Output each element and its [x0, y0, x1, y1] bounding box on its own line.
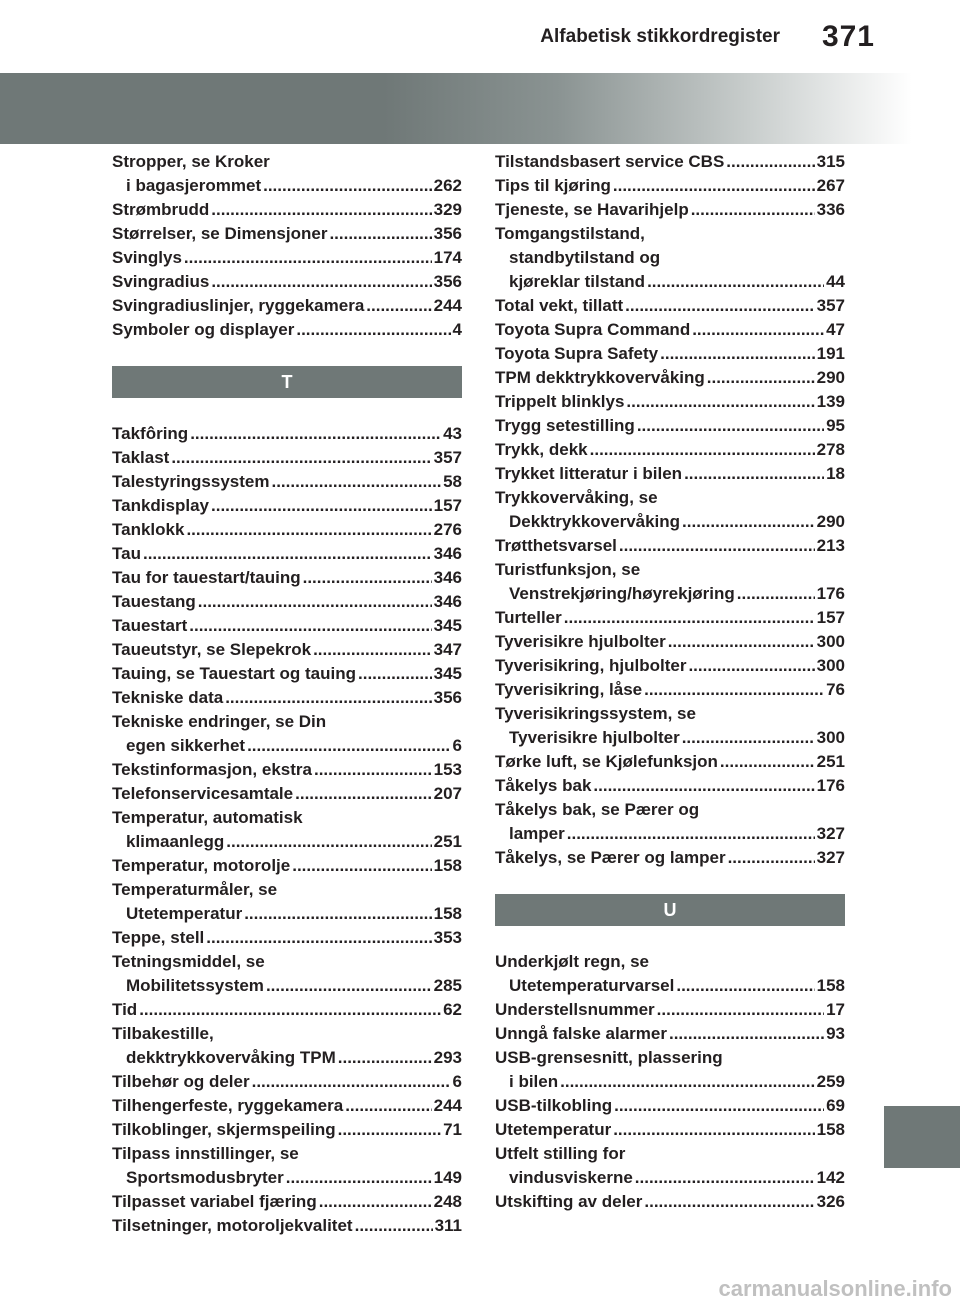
entry-term: Sportsmodusbryter	[126, 1168, 284, 1187]
index-entry	[112, 806, 462, 854]
dot-leader	[647, 270, 824, 294]
entry-page: 346	[433, 544, 462, 563]
dot-leader	[186, 518, 431, 542]
index-entry	[112, 710, 462, 758]
index-entry	[112, 566, 462, 590]
dot-leader	[358, 662, 432, 686]
entry-term: Temperatur, automatisk	[112, 808, 303, 827]
entry-term: vindusviskerne	[509, 1168, 633, 1187]
index-entry	[495, 798, 845, 846]
entry-page: 353	[433, 928, 462, 947]
entry-term: Tau	[112, 544, 141, 563]
entry-page: 290	[816, 512, 845, 531]
index-entry	[112, 1214, 462, 1238]
entry-page: 191	[816, 344, 845, 363]
index-entry	[495, 1118, 845, 1142]
entry-page: 357	[433, 448, 462, 467]
dot-leader	[613, 1118, 814, 1142]
entry-page: 157	[433, 496, 462, 515]
entry-page: 6	[452, 736, 462, 755]
index-entry	[112, 926, 462, 950]
entry-term: Størrelser, se Dimensjoner	[112, 224, 328, 243]
entry-term: Trykket litteratur i bilen	[495, 464, 683, 483]
index-entry	[495, 654, 845, 678]
entry-term: Tilkoblinger, skjermspeiling	[112, 1120, 336, 1139]
entry-page: 336	[816, 200, 845, 219]
index-entry	[112, 422, 462, 446]
dot-leader	[682, 510, 815, 534]
header-banner	[0, 73, 960, 144]
dot-leader	[564, 606, 815, 630]
entry-page: 213	[816, 536, 845, 555]
entry-term: Tjeneste, se Havarihjelp	[495, 200, 689, 219]
index-entry	[112, 470, 462, 494]
entry-page: 47	[826, 320, 845, 339]
entry-term: Venstrekjøring/høyrekjøring	[509, 584, 735, 603]
entry-term: Stropper, se Kroker	[112, 152, 270, 171]
entry-term: Tips til kjøring	[495, 176, 611, 195]
index-entry	[495, 366, 845, 390]
entry-page: 176	[816, 776, 845, 795]
entry-page: 327	[816, 848, 845, 867]
entry-page: 149	[433, 1168, 462, 1187]
entry-page: 18	[826, 464, 845, 483]
dot-leader	[625, 294, 814, 318]
entry-term: Tauestang	[112, 592, 196, 611]
entry-page: 174	[433, 248, 462, 267]
entry-term: Tekniske data	[112, 688, 224, 707]
chapter-tab	[884, 1106, 960, 1168]
dot-leader	[366, 294, 431, 318]
entry-term: Teppe, stell	[112, 928, 205, 947]
entry-term: Trippelt blinklys	[495, 392, 625, 411]
dot-leader	[726, 150, 814, 174]
entry-term: i bilen	[509, 1072, 559, 1091]
entry-term: Tilhengerfeste, ryggekamera	[112, 1096, 344, 1115]
dot-leader	[737, 582, 815, 606]
dot-leader	[225, 686, 431, 710]
entry-page: 259	[816, 1072, 845, 1091]
entry-page: 285	[433, 976, 462, 995]
index-entry	[495, 174, 845, 198]
entry-term: Toyota Supra Command	[495, 320, 691, 339]
entry-term: Tilstandsbasert service CBS	[495, 152, 725, 171]
entry-page: 311	[434, 1216, 462, 1235]
entry-page: 6	[452, 1072, 462, 1091]
entry-term: Underkjølt regn, se	[495, 952, 649, 971]
entry-term: Tankdisplay	[112, 496, 209, 515]
dot-leader	[345, 1094, 431, 1118]
entry-page: 326	[816, 1192, 845, 1211]
index-entry	[495, 1142, 845, 1190]
section-header-t: T	[112, 366, 462, 398]
entry-term: Temperaturmåler, se	[112, 880, 278, 899]
index-entry	[495, 414, 845, 438]
entry-term: Strømbrudd	[112, 200, 210, 219]
entry-page: 278	[816, 440, 845, 459]
index-entry	[495, 1190, 845, 1214]
index-entry	[495, 318, 845, 342]
entry-term: Utetemperatur	[495, 1120, 612, 1139]
entry-page: 43	[443, 424, 462, 443]
dot-leader	[619, 534, 815, 558]
dot-leader	[567, 822, 815, 846]
page-number: 371	[821, 20, 875, 53]
index-entry	[495, 1046, 845, 1094]
dot-leader	[139, 998, 441, 1022]
entry-term: dekktrykkovervåking TPM	[126, 1048, 336, 1067]
entry-page: 176	[816, 584, 845, 603]
dot-leader	[226, 830, 431, 854]
index-entry	[112, 854, 462, 878]
entry-term: Turistfunksjon, se	[495, 560, 641, 579]
entry-term: Utetemperaturvarsel	[509, 976, 675, 995]
entry-term: Takfôring	[112, 424, 189, 443]
entry-page: 142	[816, 1168, 845, 1187]
entry-page: 158	[433, 904, 462, 923]
dot-leader	[211, 198, 431, 222]
entry-page: 207	[433, 784, 462, 803]
index-entry	[112, 246, 462, 270]
entry-page: 345	[433, 616, 462, 635]
index-entry	[495, 1022, 845, 1046]
entry-term: Tau for tauestart/tauing	[112, 568, 301, 587]
entry-term: lamper	[509, 824, 565, 843]
entry-term: Turteller	[495, 608, 562, 627]
dot-leader	[206, 926, 431, 950]
entry-page: 244	[433, 296, 462, 315]
dot-leader	[184, 246, 432, 270]
entry-term: Trøtthetsvarsel	[495, 536, 617, 555]
entry-page: 315	[816, 152, 845, 171]
index-entry	[112, 518, 462, 542]
dot-leader	[720, 750, 815, 774]
dot-leader	[707, 366, 815, 390]
entry-term: Taklast	[112, 448, 170, 467]
entry-page: 139	[816, 392, 845, 411]
dot-leader	[338, 1118, 441, 1142]
entry-term: Tetningsmiddel, se	[112, 952, 265, 971]
watermark: carmanualsonline.info	[718, 1276, 952, 1301]
index-entry	[112, 686, 462, 710]
dot-leader	[644, 1190, 814, 1214]
entry-term: Tåkelys bak	[495, 776, 592, 795]
entry-page: 153	[433, 760, 462, 779]
entry-page: 251	[816, 752, 845, 771]
entry-term: Tid	[112, 1000, 138, 1019]
dot-leader	[660, 342, 815, 366]
entry-page: 267	[816, 176, 845, 195]
index-entry	[495, 678, 845, 702]
entry-term: Toyota Supra Safety	[495, 344, 659, 363]
entry-term: Understellsnummer	[495, 1000, 655, 1019]
entry-term: Tåkelys, se Pærer og lamper	[495, 848, 726, 867]
entry-page: 17	[826, 1000, 845, 1019]
dot-leader	[211, 270, 431, 294]
entry-page: 346	[433, 568, 462, 587]
entry-term: klimaanlegg	[126, 832, 225, 851]
entry-term: Tyverisikring, hjulbolter	[495, 656, 687, 675]
dot-leader	[319, 1190, 432, 1214]
index-entry	[495, 198, 845, 222]
index-entry	[112, 270, 462, 294]
dot-leader	[263, 174, 432, 198]
dot-leader	[189, 614, 431, 638]
index-entry	[495, 342, 845, 366]
index-entry	[495, 486, 845, 534]
index-entry	[112, 614, 462, 638]
dot-leader	[669, 1022, 824, 1046]
dot-leader	[329, 222, 431, 246]
index-entry	[112, 1094, 462, 1118]
index-entry	[495, 1094, 845, 1118]
entry-term: Tauestart	[112, 616, 188, 635]
entry-page: 44	[826, 272, 845, 291]
dot-leader	[247, 734, 450, 758]
entry-term: Tilbakestille,	[112, 1024, 214, 1043]
index-entry	[112, 590, 462, 614]
entry-page: 356	[433, 688, 462, 707]
entry-page: 4	[452, 320, 462, 339]
entry-term: i bagasjerommet	[126, 176, 262, 195]
index-entry	[495, 606, 845, 630]
entry-term: USB-grensesnitt, plassering	[495, 1048, 723, 1067]
index-entry	[112, 150, 462, 198]
dot-leader	[271, 470, 441, 494]
entry-page: 158	[816, 1120, 845, 1139]
index-entry	[495, 390, 845, 414]
entry-term: Svingradius	[112, 272, 210, 291]
entry-term: Tørke luft, se Kjølefunksjon	[495, 752, 718, 771]
entry-term: standbytilstand og	[509, 248, 661, 267]
page-header	[0, 0, 960, 60]
entry-page: 69	[826, 1096, 845, 1115]
entry-term: egen sikkerhet	[126, 736, 246, 755]
entry-term: Talestyringssystem	[112, 472, 270, 491]
dot-leader	[303, 566, 432, 590]
entry-term: Symboler og displayer	[112, 320, 295, 339]
entry-page: 346	[433, 592, 462, 611]
entry-term: Tyverisikringssystem, se	[495, 704, 696, 723]
index-entry	[112, 294, 462, 318]
dot-leader	[668, 630, 815, 654]
entry-term: Trykkovervåking, se	[495, 488, 658, 507]
index-entry	[112, 662, 462, 686]
index-entry	[495, 702, 845, 750]
index-entry	[495, 750, 845, 774]
entry-term: Tekstinformasjon, ekstra	[112, 760, 312, 779]
entry-term: Dekktrykkovervåking	[509, 512, 681, 531]
entry-page: 95	[826, 416, 845, 435]
entry-term: Tyverisikre hjulbolter	[495, 632, 666, 651]
dot-leader	[626, 390, 814, 414]
entry-term: Utskifting av deler	[495, 1192, 643, 1211]
entry-term: Total vekt, tillatt	[495, 296, 624, 315]
entry-page: 262	[433, 176, 462, 195]
entry-term: Unngå falske alarmer	[495, 1024, 667, 1043]
entry-page: 71	[443, 1120, 462, 1139]
index-entry	[112, 950, 462, 998]
entry-page: 276	[433, 520, 462, 539]
header-title: Alfabetisk stikkordregister	[540, 26, 780, 47]
index-entry	[112, 222, 462, 246]
entry-term: Tauing, se Tauestart og tauing	[112, 664, 357, 683]
entry-term: kjøreklar tilstand	[509, 272, 646, 291]
entry-page: 356	[433, 224, 462, 243]
index-entry	[495, 630, 845, 654]
dot-leader	[637, 414, 824, 438]
dot-leader	[211, 494, 432, 518]
entry-page: 157	[816, 608, 845, 627]
entry-page: 158	[816, 976, 845, 995]
dot-leader	[614, 1094, 824, 1118]
index-entry	[495, 150, 845, 174]
entry-page: 62	[443, 1000, 462, 1019]
entry-page: 356	[433, 272, 462, 291]
dot-leader	[560, 1070, 815, 1094]
dot-leader	[644, 678, 824, 702]
entry-term: Tanklokk	[112, 520, 185, 539]
entry-term: Taueutstyr, se Slepekrok	[112, 640, 312, 659]
entry-term: Trygg setestilling	[495, 416, 635, 435]
entry-term: Telefonservicesamtale	[112, 784, 294, 803]
index-entry	[112, 1190, 462, 1214]
entry-page: 329	[433, 200, 462, 219]
index-entry	[112, 446, 462, 470]
entry-term: Tilpass innstillinger, se	[112, 1144, 299, 1163]
index-column-left	[112, 150, 462, 1238]
entry-term: Svingradiuslinjer, ryggekamera	[112, 296, 365, 315]
entry-term: Tilsetninger, motoroljekvalitet	[112, 1216, 353, 1235]
entry-page: 347	[433, 640, 462, 659]
entry-page: 327	[816, 824, 845, 843]
entry-term: Tåkelys bak, se Pærer og	[495, 800, 700, 819]
index-entry	[495, 438, 845, 462]
entry-term: Temperatur, motorolje	[112, 856, 291, 875]
dot-leader	[692, 318, 824, 342]
entry-term: Tomgangstilstand,	[495, 224, 645, 243]
entry-term: Tilpasset variabel fjæring	[112, 1192, 317, 1211]
entry-term: Tekniske endringer, se Din	[112, 712, 327, 731]
entry-page: 248	[433, 1192, 462, 1211]
dot-leader	[590, 438, 815, 462]
entry-page: 251	[433, 832, 462, 851]
index-entry	[112, 758, 462, 782]
dot-leader	[613, 174, 815, 198]
entry-term: Utetemperatur	[126, 904, 243, 923]
entry-term: Utfelt stilling for	[495, 1144, 626, 1163]
index-entry	[112, 782, 462, 806]
dot-leader	[295, 782, 432, 806]
index-entry	[112, 1022, 462, 1070]
dot-leader	[691, 198, 815, 222]
dot-leader	[143, 542, 432, 566]
index-entry	[495, 774, 845, 798]
index-entry	[112, 1142, 462, 1190]
index-entry	[495, 222, 845, 294]
entry-term: Trykk, dekk	[495, 440, 588, 459]
entry-page: 158	[433, 856, 462, 875]
dot-leader	[676, 974, 814, 998]
entry-page: 93	[826, 1024, 845, 1043]
dot-leader	[198, 590, 432, 614]
index-entry	[495, 846, 845, 870]
dot-leader	[292, 854, 431, 878]
entry-term: TPM dekktrykkovervåking	[495, 368, 705, 387]
dot-leader	[314, 758, 432, 782]
entry-term: Tilbehør og deler	[112, 1072, 250, 1091]
index-entry	[112, 998, 462, 1022]
index-entry	[112, 542, 462, 566]
dot-leader	[657, 998, 824, 1022]
index-entry	[495, 950, 845, 998]
index-entry	[495, 534, 845, 558]
dot-leader	[593, 774, 814, 798]
entry-page: 76	[826, 680, 845, 699]
entry-page: 244	[433, 1096, 462, 1115]
index-entry	[495, 462, 845, 486]
dot-leader	[682, 726, 815, 750]
index-entry	[112, 1070, 462, 1094]
entry-term: Svinglys	[112, 248, 182, 267]
dot-leader	[266, 974, 432, 998]
dot-leader	[296, 318, 450, 342]
entry-term: USB-tilkobling	[495, 1096, 613, 1115]
entry-term: Tyverisikring, låse	[495, 680, 643, 699]
index-entry	[112, 198, 462, 222]
index-entry	[112, 878, 462, 926]
dot-leader	[688, 654, 814, 678]
index-entry	[112, 318, 462, 342]
index-column-right	[495, 150, 845, 1214]
dot-leader	[728, 846, 815, 870]
index-entry	[495, 998, 845, 1022]
dot-leader	[313, 638, 432, 662]
dot-leader	[190, 422, 441, 446]
entry-page: 300	[816, 728, 845, 747]
dot-leader	[286, 1166, 432, 1190]
entry-page: 300	[816, 656, 845, 675]
entry-page: 300	[816, 632, 845, 651]
entry-page: 293	[433, 1048, 462, 1067]
index-entry	[495, 558, 845, 606]
dot-leader	[684, 462, 824, 486]
entry-page: 58	[443, 472, 462, 491]
entry-page: 357	[816, 296, 845, 315]
index-entry	[112, 494, 462, 518]
index-entry	[112, 638, 462, 662]
dot-leader	[171, 446, 431, 470]
index-entry	[495, 294, 845, 318]
index-entry	[112, 1118, 462, 1142]
dot-leader	[355, 1214, 433, 1238]
entry-page: 345	[433, 664, 462, 683]
entry-term: Tyverisikre hjulbolter	[509, 728, 680, 747]
dot-leader	[252, 1070, 451, 1094]
entry-term: Mobilitetssystem	[126, 976, 264, 995]
entry-page: 290	[816, 368, 845, 387]
dot-leader	[635, 1166, 815, 1190]
dot-leader	[244, 902, 431, 926]
dot-leader	[338, 1046, 432, 1070]
section-header-u: U	[495, 894, 845, 926]
